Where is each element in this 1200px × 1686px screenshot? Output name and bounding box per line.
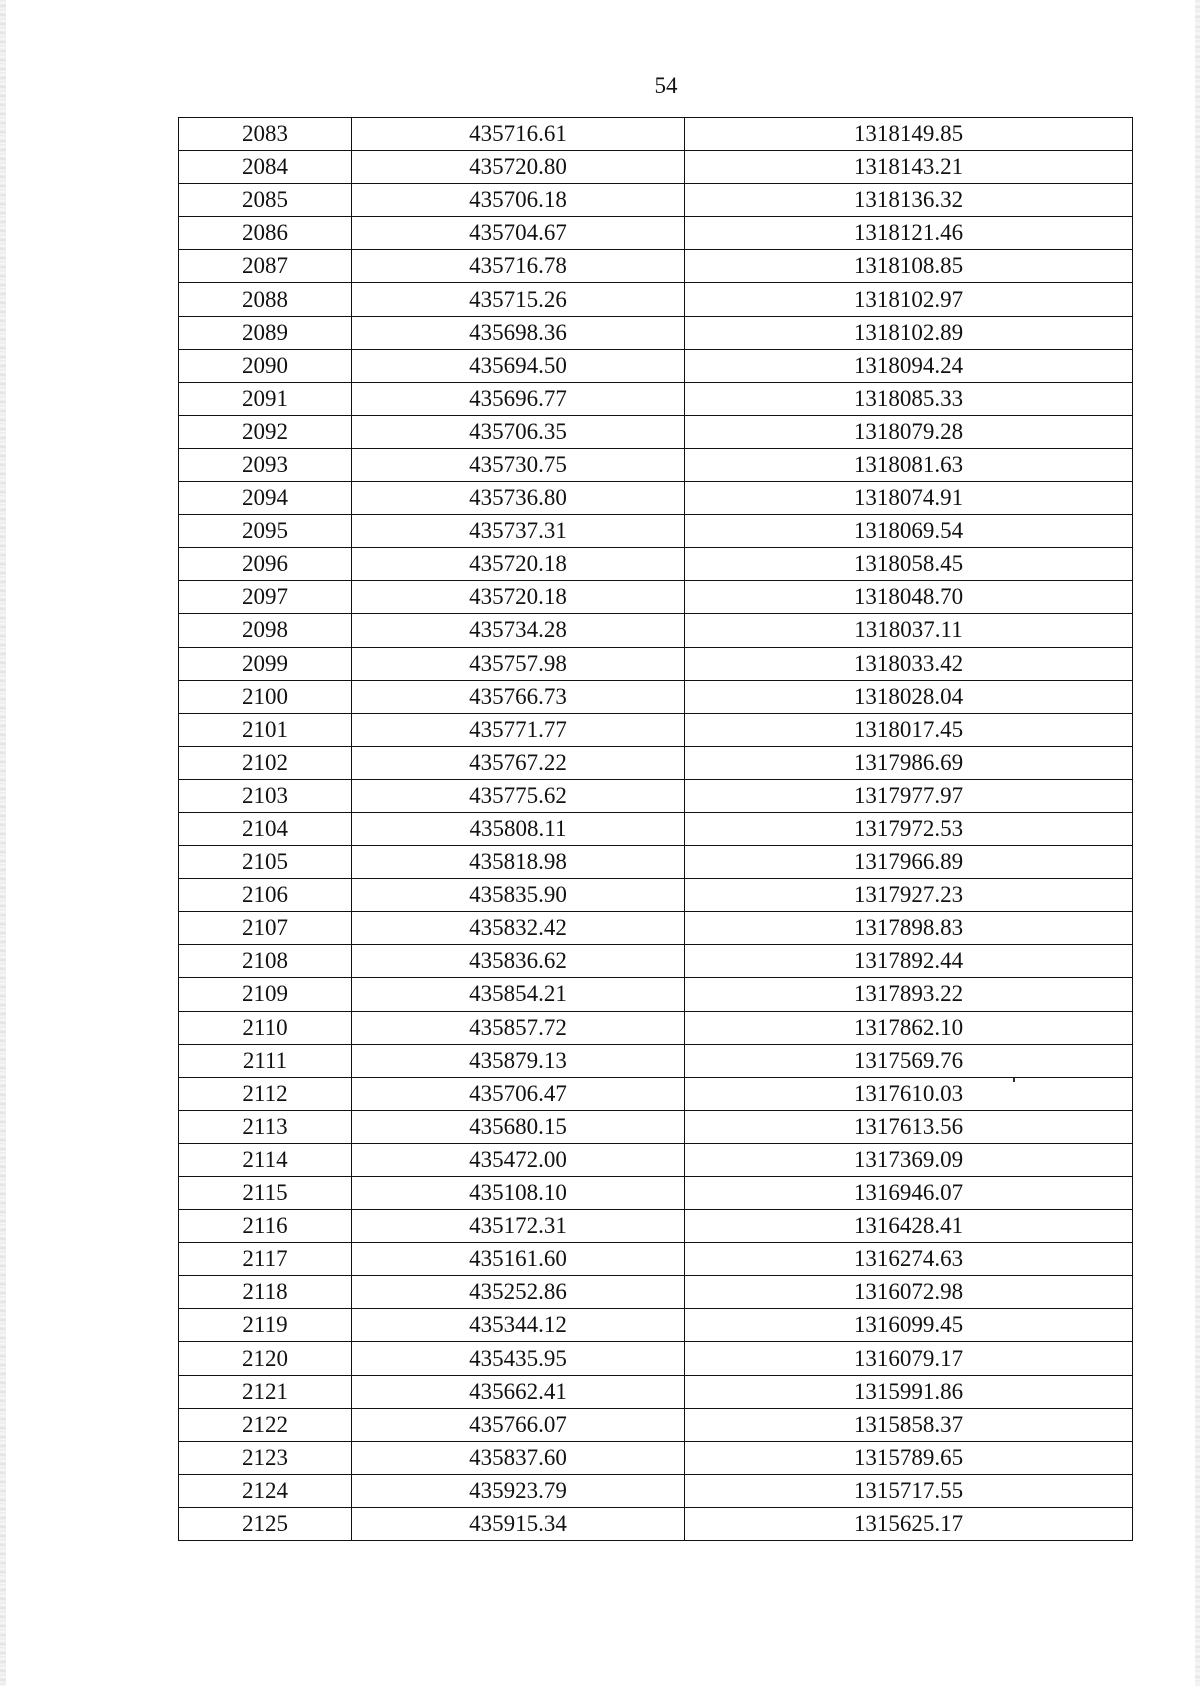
table-row (179, 746, 1133, 779)
x-coordinate-cell: 435252.86 (352, 1276, 685, 1309)
y-coordinate-cell: 1318017.45 (685, 713, 1133, 746)
x-coordinate-cell: 435736.80 (352, 482, 685, 515)
x-coordinate-cell: 435680.15 (352, 1110, 685, 1143)
x-coordinate-cell: 435757.98 (352, 647, 685, 680)
point-number-cell: 2103 (179, 779, 352, 812)
table-row (179, 118, 1133, 151)
y-coordinate-cell: 1316099.45 (685, 1309, 1133, 1342)
coordinate-table (178, 117, 1133, 1541)
y-coordinate-cell: 1316946.07 (685, 1177, 1133, 1210)
x-coordinate-cell: 435720.18 (352, 548, 685, 581)
x-coordinate-cell: 435766.73 (352, 680, 685, 713)
y-coordinate-cell: 1316079.17 (685, 1342, 1133, 1375)
x-coordinate-cell: 435767.22 (352, 746, 685, 779)
table-row (179, 283, 1133, 316)
x-coordinate-cell: 435161.60 (352, 1243, 685, 1276)
x-coordinate-cell: 435832.42 (352, 912, 685, 945)
y-coordinate-cell: 1315625.17 (685, 1507, 1133, 1540)
table-row (179, 184, 1133, 217)
y-coordinate-cell: 1318069.54 (685, 515, 1133, 548)
point-number-cell: 2125 (179, 1507, 352, 1540)
y-coordinate-cell: 1316274.63 (685, 1243, 1133, 1276)
point-number-cell: 2114 (179, 1143, 352, 1176)
point-number-cell: 2105 (179, 846, 352, 879)
table-row (179, 349, 1133, 382)
y-coordinate-cell: 1318085.33 (685, 382, 1133, 415)
table-row (179, 614, 1133, 647)
y-coordinate-cell: 1318028.04 (685, 680, 1133, 713)
table-row (179, 1507, 1133, 1540)
x-coordinate-cell: 435915.34 (352, 1507, 685, 1540)
table-row (179, 217, 1133, 250)
point-number-cell: 2107 (179, 912, 352, 945)
y-coordinate-cell: 1317893.22 (685, 978, 1133, 1011)
point-number-cell: 2093 (179, 448, 352, 481)
point-number-cell: 2117 (179, 1243, 352, 1276)
x-coordinate-cell: 435837.60 (352, 1441, 685, 1474)
y-coordinate-cell: 1316428.41 (685, 1210, 1133, 1243)
page-number: 54 (654, 73, 678, 98)
table-row (179, 1243, 1133, 1276)
y-coordinate-cell: 1318102.97 (685, 283, 1133, 316)
table-row (179, 680, 1133, 713)
y-coordinate-cell: 1318058.45 (685, 548, 1133, 581)
y-coordinate-cell: 1318136.32 (685, 184, 1133, 217)
point-number-cell: 2110 (179, 1011, 352, 1044)
x-coordinate-cell: 435172.31 (352, 1210, 685, 1243)
x-coordinate-cell: 435720.80 (352, 151, 685, 184)
y-coordinate-cell: 1317898.83 (685, 912, 1133, 945)
point-number-cell: 2099 (179, 647, 352, 680)
x-coordinate-cell: 435715.26 (352, 283, 685, 316)
y-coordinate-cell: 1317569.76 (685, 1044, 1133, 1077)
y-coordinate-cell: 1318108.85 (685, 250, 1133, 283)
y-coordinate-cell: 1318037.11 (685, 614, 1133, 647)
table-row (179, 912, 1133, 945)
point-number-cell: 2118 (179, 1276, 352, 1309)
point-number-cell: 2100 (179, 680, 352, 713)
x-coordinate-cell: 435923.79 (352, 1474, 685, 1507)
x-coordinate-cell: 435775.62 (352, 779, 685, 812)
point-number-cell: 2120 (179, 1342, 352, 1375)
point-number-cell: 2112 (179, 1077, 352, 1110)
point-number-cell: 2088 (179, 283, 352, 316)
table-row (179, 1143, 1133, 1176)
table-row (179, 151, 1133, 184)
point-number-cell: 2122 (179, 1408, 352, 1441)
y-coordinate-cell: 1318121.46 (685, 217, 1133, 250)
point-number-cell: 2094 (179, 482, 352, 515)
x-coordinate-cell: 435766.07 (352, 1408, 685, 1441)
point-number-cell: 2092 (179, 415, 352, 448)
table-row (179, 250, 1133, 283)
y-coordinate-cell: 1317613.56 (685, 1110, 1133, 1143)
y-coordinate-cell: 1317892.44 (685, 945, 1133, 978)
point-number-cell: 2109 (179, 978, 352, 1011)
x-coordinate-cell: 435706.18 (352, 184, 685, 217)
y-coordinate-cell: 1317927.23 (685, 879, 1133, 912)
x-coordinate-cell: 435835.90 (352, 879, 685, 912)
point-number-cell: 2108 (179, 945, 352, 978)
x-coordinate-cell: 435737.31 (352, 515, 685, 548)
table-row (179, 1177, 1133, 1210)
table-row (179, 448, 1133, 481)
table-row (179, 581, 1133, 614)
y-coordinate-cell: 1315789.65 (685, 1441, 1133, 1474)
table-row (179, 779, 1133, 812)
x-coordinate-cell: 435836.62 (352, 945, 685, 978)
x-coordinate-cell: 435771.77 (352, 713, 685, 746)
point-number-cell: 2086 (179, 217, 352, 250)
table-row (179, 482, 1133, 515)
x-coordinate-cell: 435344.12 (352, 1309, 685, 1342)
point-number-cell: 2098 (179, 614, 352, 647)
point-number-cell: 2096 (179, 548, 352, 581)
y-coordinate-cell: 1318143.21 (685, 151, 1133, 184)
y-coordinate-cell: 1318102.89 (685, 316, 1133, 349)
y-coordinate-cell: 1318094.24 (685, 349, 1133, 382)
point-number-cell: 2090 (179, 349, 352, 382)
point-number-cell: 2097 (179, 581, 352, 614)
y-coordinate-cell: 1318081.63 (685, 448, 1133, 481)
x-coordinate-cell: 435730.75 (352, 448, 685, 481)
table-row (179, 1408, 1133, 1441)
y-coordinate-cell: 1315991.86 (685, 1375, 1133, 1408)
table-row (179, 548, 1133, 581)
y-coordinate-cell: 1315858.37 (685, 1408, 1133, 1441)
point-number-cell: 2091 (179, 382, 352, 415)
coordinate-table-body (179, 118, 1133, 1541)
table-row (179, 1474, 1133, 1507)
point-number-cell: 2123 (179, 1441, 352, 1474)
x-coordinate-cell: 435716.61 (352, 118, 685, 151)
point-number-cell: 2111 (179, 1044, 352, 1077)
y-coordinate-cell: 1317862.10 (685, 1011, 1133, 1044)
point-number-cell: 2106 (179, 879, 352, 912)
x-coordinate-cell: 435857.72 (352, 1011, 685, 1044)
table-row (179, 846, 1133, 879)
table-row (179, 1441, 1133, 1474)
point-number-cell: 2104 (179, 812, 352, 845)
x-coordinate-cell: 435704.67 (352, 217, 685, 250)
x-coordinate-cell: 435808.11 (352, 812, 685, 845)
table-row (179, 1309, 1133, 1342)
x-coordinate-cell: 435706.35 (352, 415, 685, 448)
point-number-cell: 2113 (179, 1110, 352, 1143)
y-coordinate-cell: 1318033.42 (685, 647, 1133, 680)
y-coordinate-cell: 1317966.89 (685, 846, 1133, 879)
x-coordinate-cell: 435818.98 (352, 846, 685, 879)
point-number-cell: 2119 (179, 1309, 352, 1342)
point-number-cell: 2087 (179, 250, 352, 283)
point-number-cell: 2095 (179, 515, 352, 548)
y-coordinate-cell: 1317972.53 (685, 812, 1133, 845)
table-row (179, 1276, 1133, 1309)
y-coordinate-cell: 1317977.97 (685, 779, 1133, 812)
table-row (179, 647, 1133, 680)
stray-scan-mark (1013, 1078, 1015, 1082)
table-row (179, 1110, 1133, 1143)
table-row (179, 978, 1133, 1011)
point-number-cell: 2085 (179, 184, 352, 217)
y-coordinate-cell: 1317986.69 (685, 746, 1133, 779)
point-number-cell: 2115 (179, 1177, 352, 1210)
table-row (179, 1210, 1133, 1243)
point-number-cell: 2089 (179, 316, 352, 349)
table-row (179, 879, 1133, 912)
table-row (179, 945, 1133, 978)
x-coordinate-cell: 435696.77 (352, 382, 685, 415)
y-coordinate-cell: 1318048.70 (685, 581, 1133, 614)
y-coordinate-cell: 1318079.28 (685, 415, 1133, 448)
scan-edge-right (1195, 0, 1200, 1686)
point-number-cell: 2124 (179, 1474, 352, 1507)
x-coordinate-cell: 435706.47 (352, 1077, 685, 1110)
table-row (179, 415, 1133, 448)
scan-edge-left (0, 0, 6, 1686)
point-number-cell: 2121 (179, 1375, 352, 1408)
x-coordinate-cell: 435662.41 (352, 1375, 685, 1408)
x-coordinate-cell: 435854.21 (352, 978, 685, 1011)
point-number-cell: 2101 (179, 713, 352, 746)
y-coordinate-cell: 1316072.98 (685, 1276, 1133, 1309)
x-coordinate-cell: 435694.50 (352, 349, 685, 382)
point-number-cell: 2083 (179, 118, 352, 151)
table-row (179, 382, 1133, 415)
x-coordinate-cell: 435734.28 (352, 614, 685, 647)
table-row (179, 1077, 1133, 1110)
x-coordinate-cell: 435435.95 (352, 1342, 685, 1375)
table-row (179, 1375, 1133, 1408)
x-coordinate-cell: 435879.13 (352, 1044, 685, 1077)
y-coordinate-cell: 1317610.03 (685, 1077, 1133, 1110)
x-coordinate-cell: 435108.10 (352, 1177, 685, 1210)
table-row (179, 1044, 1133, 1077)
y-coordinate-cell: 1318074.91 (685, 482, 1133, 515)
table-row (179, 713, 1133, 746)
table-row (179, 1011, 1133, 1044)
table-row (179, 1342, 1133, 1375)
point-number-cell: 2102 (179, 746, 352, 779)
x-coordinate-cell: 435698.36 (352, 316, 685, 349)
y-coordinate-cell: 1318149.85 (685, 118, 1133, 151)
x-coordinate-cell: 435716.78 (352, 250, 685, 283)
point-number-cell: 2116 (179, 1210, 352, 1243)
y-coordinate-cell: 1317369.09 (685, 1143, 1133, 1176)
y-coordinate-cell: 1315717.55 (685, 1474, 1133, 1507)
table-row (179, 515, 1133, 548)
point-number-cell: 2084 (179, 151, 352, 184)
table-row (179, 812, 1133, 845)
table-row (179, 316, 1133, 349)
x-coordinate-cell: 435472.00 (352, 1143, 685, 1176)
x-coordinate-cell: 435720.18 (352, 581, 685, 614)
